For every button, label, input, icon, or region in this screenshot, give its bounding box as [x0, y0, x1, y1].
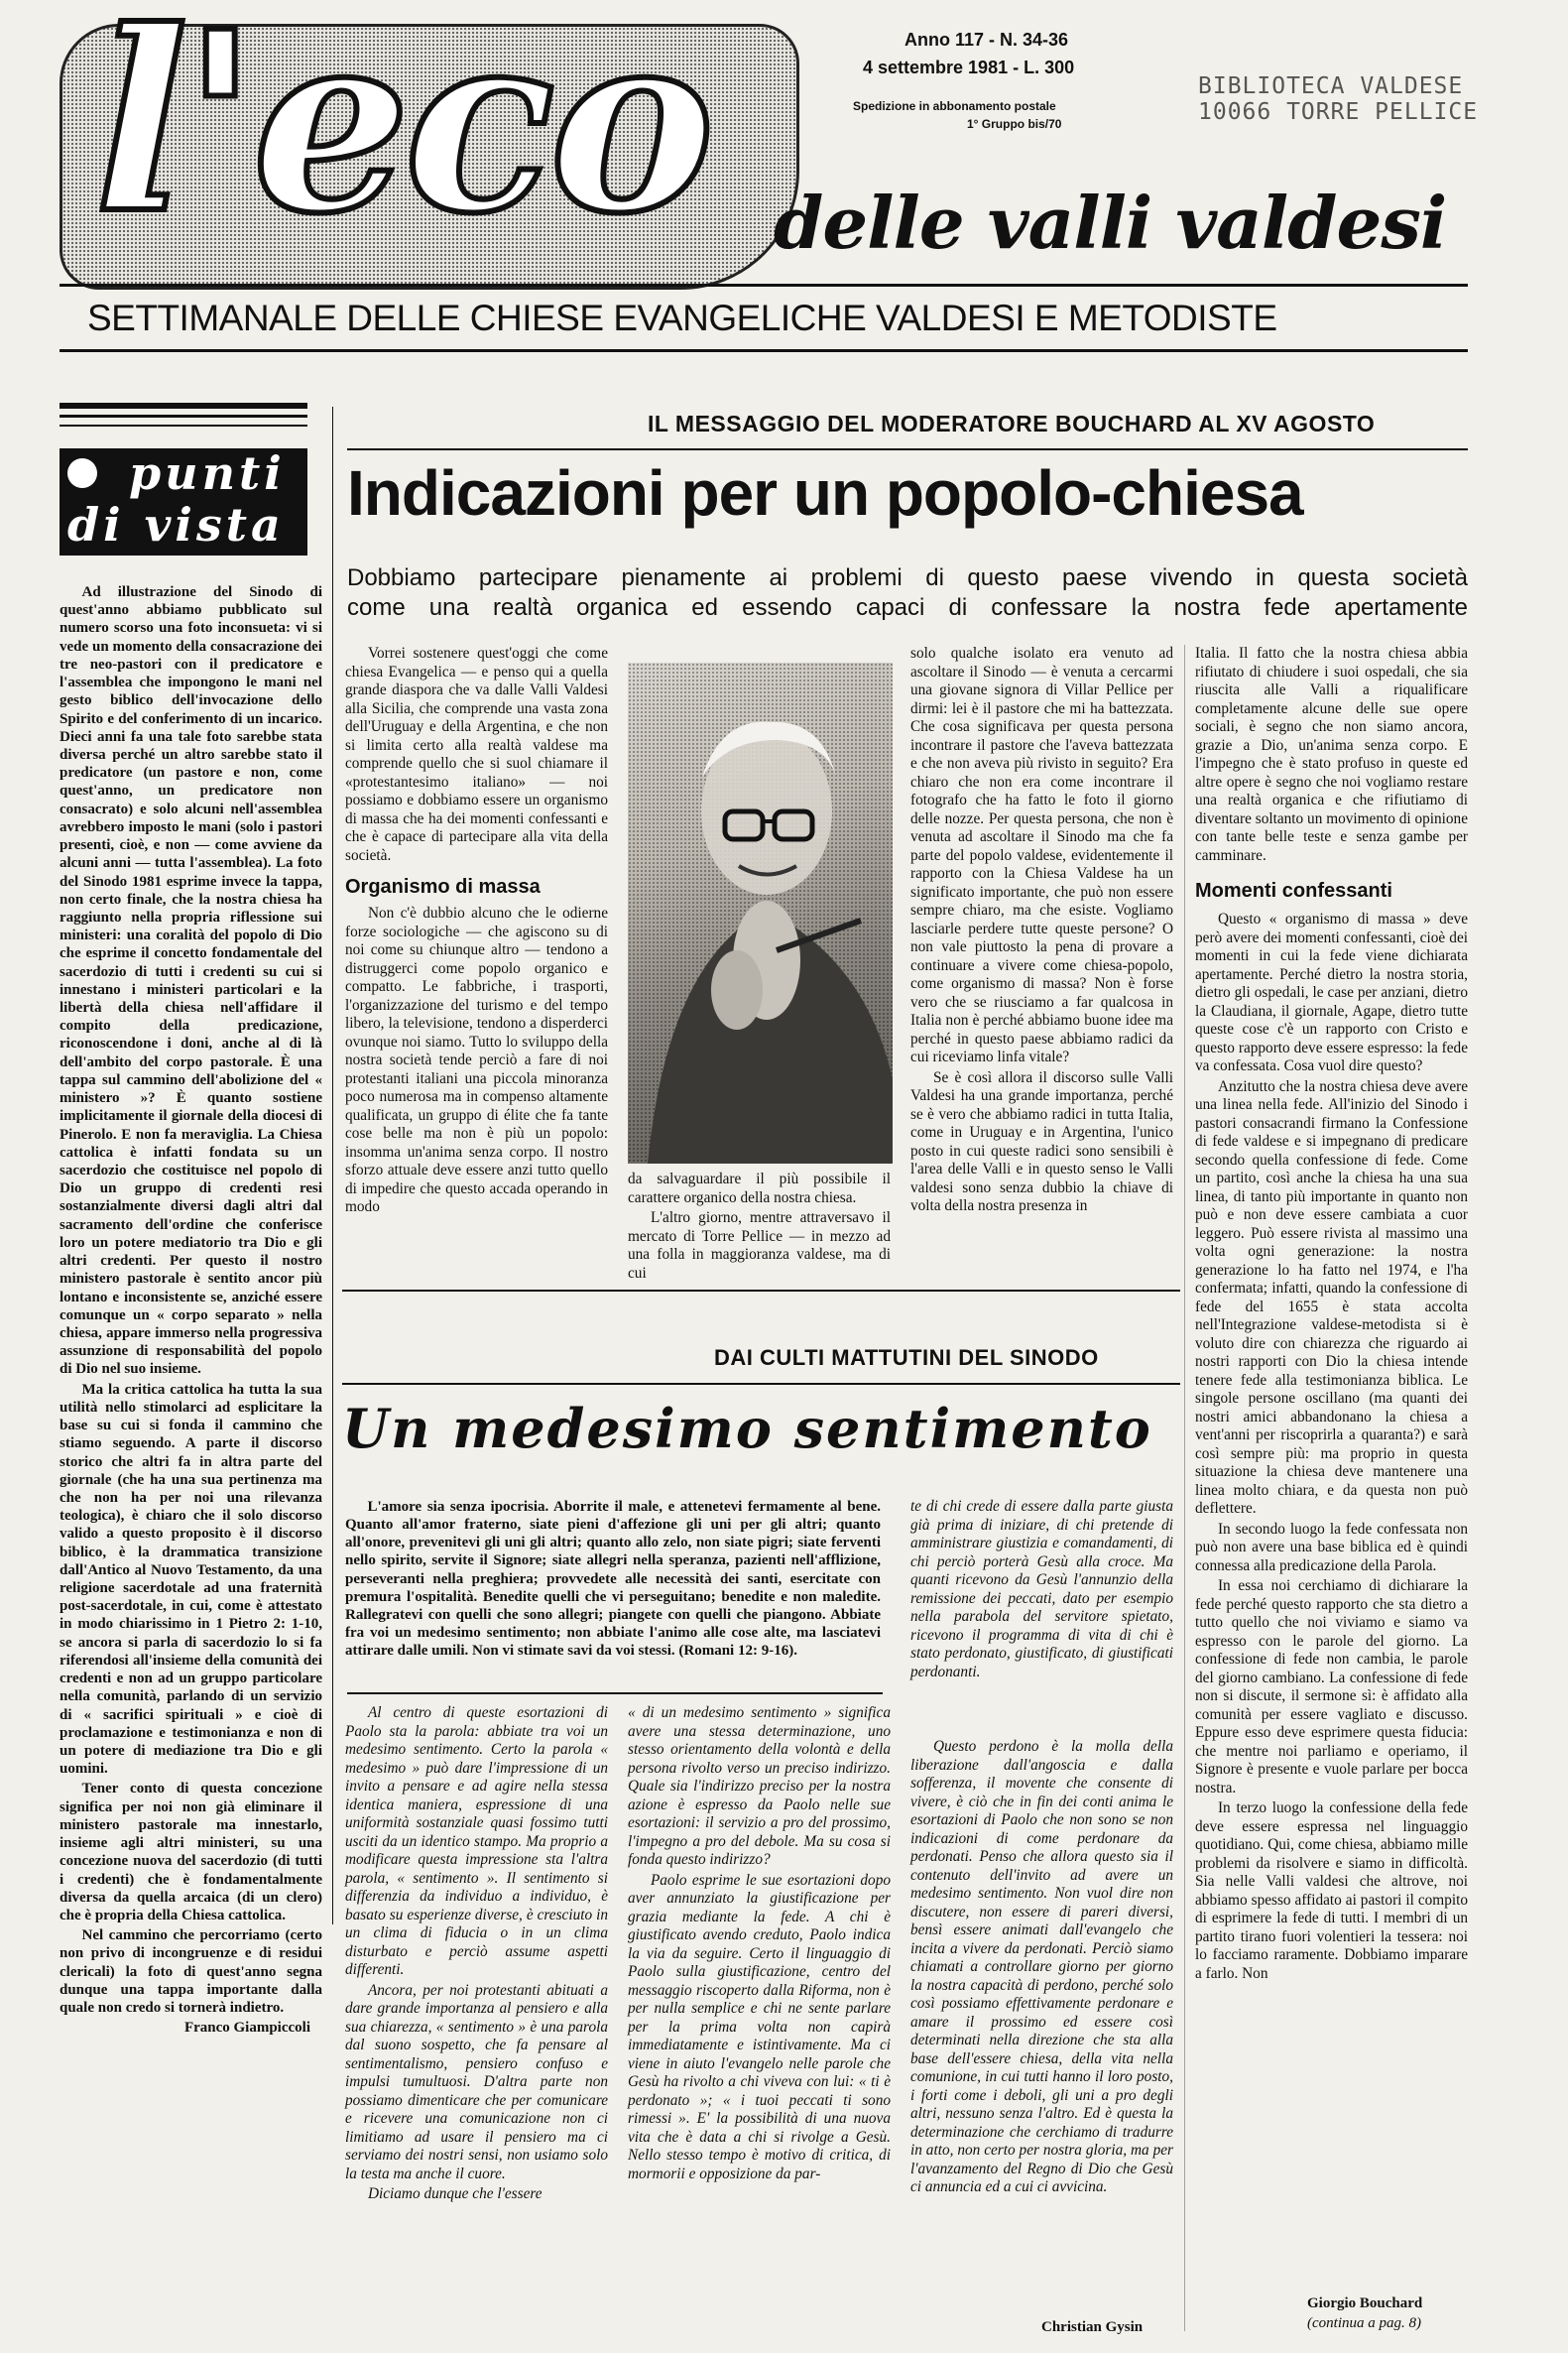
second-signature: Christian Gysin	[1041, 2319, 1144, 2335]
second-column-1	[345, 1704, 608, 2206]
main-column-4	[1195, 645, 1468, 1985]
deck-line-2: come una realtà organica ed essendo capaci di confessare la nostra fede apertamente	[347, 594, 1468, 621]
second-kicker: DAI CULTI MATTUTINI DEL SINODO	[714, 1345, 1099, 1370]
punti-rule-1	[60, 403, 307, 409]
masthead-rule-bottom	[60, 349, 1468, 352]
subhead-momenti: Momenti confessanti	[1195, 880, 1392, 902]
subhead-organismo: Organismo di massa	[345, 876, 541, 898]
main-paragraph: In secondo luogo la fede confessata non può non avere una base biblica ed è quindi connessa alla predicazione della Parola.	[1195, 1520, 1468, 1574]
masthead-rule-top	[60, 284, 1468, 287]
punti-rule-2	[60, 415, 307, 418]
main-column-1	[345, 645, 608, 1219]
continues-note: (continua a pag. 8)	[1307, 2315, 1421, 2331]
main-paragraph: Vorrei sostenere quest'oggi che come chiesa Evangelica — e penso qui a quella grande diaspora che va dalle Valli Valdesi alla Sicilia, che comprende una vasta zona dell'Uruguay e della Argentina, e che non si limita certo alla realtà valdese ma comprende quello che si suol chiamare il «protestantesimo italiano» — noi possiamo e dobbiamo essere un organismo di massa che ha dei momenti confessanti e che è capace di partecipare alla vita della società.	[345, 645, 608, 864]
main-paragraph: solo qualche isolato era venuto ad ascoltare il Sinodo — è venuta a cercarmi una giovane signora di Villar Pellice per dirmi: lei è il pastore che mi ha battezzata. Che cosa significava per questa persona incontrare il pastore che l'aveva battezzata e che non aveva più rivisto in seguito? Era chiaro che non era come incontrare il fotografo che ha fatto le foto il giorno delle nozze. Per questa persona, che non è venuta ad ascoltare il Sinodo ma che fa parte del popolo valdese, evidentemente il rapporto con la Chiesa Valdese ha un significato importante, che può non essere sempre chiaro, ma che esiste. Vogliamo lasciarle perdere tutte queste persone? O non vale piuttosto la pena di provare a continuare a vivere come chiesa-popolo, come organismo di massa? Non è forse vero che se riusciamo a far qualcosa in Italia non è perché abbiamo buone idee ma perché in questo paese abbiamo radici da cui riceviamo linfa vitale?	[910, 645, 1173, 1065]
masthead-logo: l'eco	[94, 0, 709, 268]
punti-paragraph: Ad illustrazione del Sinodo di quest'anno abbiamo pubblicato sul numero scorso una foto inconsueta: vi si vede un momento della consacrazione dei tre neo-pastori con il predicatore e l'assemblea che impongono le mani nel gesto biblico dell'invocazione dello Spirito e del conferimento di un incarico. Dieci anni fa una tale foto sarebbe stata diversa perché un altro sarebbe stato il predicatore (un pastore e non, come quest'anno, un predicatore non consacrato) e solo alcuni nell'assemblea avrebbero imposto le mani (solo i pastori presenti, cioè, e non — come avviene da alcuni anni — tutta l'assemblea). La foto del Sinodo 1981 esprime invece la tappa, non certo finale, che la nostra chiesa ha raggiunto nella propria riflessione sui ministeri: una coralità del popolo di Dio che esprime il concetto fondamentale del sacerdozio di tutti i credenti su cui si innestano i ministeri particolari e la libertà della chiesa nell'affidare il compito della predicazione, riconoscendone i doni, anche al di là dell'ambito del corpo pastorale. È una tappa sul cammino dell'abolizione del « ministero »? È quanto sostiene implicitamente il giornale della diocesi di Pinerolo. E non fa meraviglia. La Chiesa cattolica è infatti fondata su un sacerdozio che costituisce nel popolo di Dio un gruppo di credenti resi sostanzialmente diversi dagli altri dal sacramento dell'ordine che conferisce loro un potere mediatorio tra Dio e gli altri credenti. Per questo il nostro ministero pastorale è sentito ancor più lontano e inconsistente se, anziché essere comunque un « corpo separato » nella chiesa, appare immerso nella progressiva assunzione di responsabilità del popolo di Dio nel suo insieme.	[60, 584, 322, 1378]
main-signature: Giorgio Bouchard	[1307, 2295, 1423, 2311]
main-paragraph: Non c'è dubbio alcuno che le odierne forze sociologiche — che agiscono su di noi come su chiunque altro — tendono a distruggerci come popolo organico e compatto. Le fabbriche, i trasporti, l'organizzazione del turismo e del tempo libero, la televisione, tendono a disperderci ovunque noi siamo. Tutto lo sviluppo della nostra società tende perciò a fare di noi protestanti italiani una piccola minoranza poco numerosa ma in compenso altamente qualificata, un gruppo di élite che fa tante cose belle ma non è più un popolo: insomma un'anima senza corpo. Il nostro sforzo attuale deve essere anzi tutto quello di impedire che questo accada operando in modo	[345, 905, 608, 1216]
main-headline: Indicazioni per un popolo-chiesa	[347, 457, 1303, 529]
second-paragraph: Questo perdono è la molla della liberazione dall'angoscia e dalla sofferenza, il movente che consente di vivere, è ciò che in fin dei conti anima le esortazioni di Paolo che non sono se non indicazioni di come perdonare da perdonati. Penso che allora questo sia il contenuto dell'invito ad avere un medesimo sentimento. Non vuol dire non discutere, non essere di pareri diversi, bensì essere animati dall'evangelo che incita a vivere da perdonati. Perciò siamo chiamati a controllare giorno per giorno la nostra capacità di perdono, perché solo così possiamo effettivamente perdonare e amare il prossimo ed essere così determinati nella direzione che sta alla base dell'essere chiesa, della vita nella comunione, in cui tutti hanno il loro posto, i forti come i deboli, gli uni a pro degli altri, nessuno senza l'altro. Ed è questa la determinazione che cerchiamo di tradurre in atto, non certo per nostra gloria, ma per l'avanzamento del Regno di Dio che Gesù ci annuncia ed a cui ci avvicina.	[910, 1738, 1173, 2195]
column-divider	[332, 407, 333, 1924]
postal-line-1: Spedizione in abbonamento postale	[853, 99, 1056, 113]
postal-line-2: 1° Gruppo bis/70	[967, 117, 1062, 131]
punti-heading-box	[60, 448, 307, 556]
second-paragraph: Paolo esprime le sue esortazioni dopo aver annunziato la giustificazione per grazia mediante la fede. A chi è giustificato avendo creduto, Paolo indica la via da seguire. Certo il linguaggio di Paolo sulla giustificazione, centro del messaggio riscoperto dalla Riforma, non è per nulla semplice e chi ne sente parlare per la prima volta non capirà immediatamente e istintivamente. Ma ci viene in aiuto l'evangelo nelle parole che Gesù ha rivolto a chi viveva con lui: « ti è perdonato »; « i tuoi peccati ti sono rimessi ». E' la possibilità di una nuova vita che è data a chi si rivolge a Gesù. Nello stesso tempo è motivo di critica, di mormorii e opposizione da par-	[628, 1871, 891, 2182]
second-paragraph: « di un medesimo sentimento » significa avere una stessa determinazione, uno stesso orientamento della volontà e della persona rivolto verso un preciso indirizzo. Quale sia l'indirizzo preciso per la nostra azione è espresso da Paolo nelle sue esortazioni: il servizio a pro del prossimo, l'impegno a pro del debole. Ma su cosa si fonda questo indirizzo?	[628, 1704, 891, 1868]
main-deck	[347, 563, 1468, 623]
deck-line-1: Dobbiamo partecipare pienamente ai problemi di questo paese vivendo in questa società	[347, 564, 1468, 591]
main-paragraph: In terzo luogo la confessione della fede deve essere espressa nel linguaggio quotidiano. Qui, come chiesa, abbiamo mille problemi da risolvere e siamo in difficoltà. Sia nelle Valli valdesi che altrove, noi abbiamo spesso affidato ai pastori il compito di esprimere la fede di tutti. I membri di un partito tirano fuori volentieri la tessera: noi lo facciamo raramente. Dobbiamo imparare a farlo. Non	[1195, 1799, 1468, 1982]
quote-text: L'amore sia senza ipocrisia. Aborrite il male, e attenetevi fermamente al bene. Quanto all'amor fraterno, siate pieni d'affezione gli uni per gli altri; quanto all'onore, prevenitevi gli uni gli altri; quanto allo zelo, non siate pigri; siate ferventi nello spirito, servite il Signore; siate allegri nella speranza, pazienti nell'afflizione, perseveranti nella preghiera; provvedete alle necessità dei santi, esercitate con premura l'ospitalità. Benedite quelli che vi perseguitano; benedite e non maledite. Rallegratevi con quelli che sono allegri; piangete con quelli che piangono. Abbiate fra voi un medesimo sentimento; non abbiate l'animo alle cose alte, ma lasciatevi attirare dalle umili. Non vi stimate savi da voi stessi. (Romani 12: 9-16).	[345, 1499, 881, 1660]
main-paragraph: Anzitutto che la nostra chiesa deve avere una linea nella fede. All'inizio del Sinodo i pastori consacrandi firmano la Confessione di fede valdese e si impegnano di predicare secondo quella confessione di fede. Come un partito, così anche la chiesa ha una sua linea, di tanto più importante in quanto non può e non deve essere cambiata a cuor leggero. Può essere rivista al massimo una volta ogni generazione: la nostra generazione lo ha fatto nel 1974, e l'ha confermata; infatti, quando la confessione di fede del 1655 è stata accolta nell'Integrazione valdese-metodista si è voluto dire con chiarezza che riguardo ai nostri rapporti con Dio la chiesa intende tenere fede alla testimonianza biblica. Le singole persone oscillano (ma quanti dei nostri amici abbandonano la chiesa a vent'anni per riscoprirla a quaranta?) e sarà così sempre più: ma proprio in questa situazione la chiesa deve mantenere una linea molto chiara, e da questa non può deflettere.	[1195, 1077, 1468, 1518]
second-rule-top	[342, 1290, 1180, 1292]
library-stamp-line-2: 10066 TORRE PELLICE	[1198, 99, 1479, 125]
main-rule	[347, 448, 1468, 450]
main-paragraph: L'altro giorno, mentre attraversavo il mercato di Torre Pellice — in mezzo ad una folla in maggioranza valdese, ma di cui	[628, 1209, 891, 1282]
second-column-2	[628, 1704, 891, 2185]
punti-heading-2: di vista	[67, 498, 285, 552]
bible-quote	[345, 1498, 881, 1662]
quote-rule	[347, 1692, 883, 1694]
main-paragraph: In essa noi cerchiamo di dichiarare la fede perché questo rapporto che sta dietro a tutto quello che noi viviamo e siamo va espresso con le parole del giorno. La confessione di fede non cambia, le parole del giorno cambiano. La confessione di fede non si discute, il sermone sì: è affidato alla comunità per essere vagliato e discusso. Eppure esso deve esprimere questa fiducia: che mentre noi parliamo e operiamo, il Signore è presente e vuole parlare per bocca nostra.	[1195, 1577, 1468, 1796]
column-divider-right	[1184, 645, 1185, 2331]
bullet-icon	[67, 458, 97, 488]
second-headline: Un medesimo sentimento	[342, 1397, 1152, 1460]
punti-paragraph: Ma la critica cattolica ha tutta la sua utilità nello stimolarci ad esplicitare la base su cui si fonda il cammino che stiamo seguendo. A parte il discorso storico che altri fa in altra parte del giornale (che ha una sua pertinenza ma che non ha per noi una rilevanza teologica), è chiaro che il solo discorso valido a questo proposito è il discorso biblico, è la drammatica transizione dall'Antico al Nuovo Testamento, da una religione sacerdotale ad una fraternità post-sacerdotale, in cui, come è attestato in modo chiarissimo in 1 Pietro 2: 1-10, se ancora si parla di sacerdozio lo si fa riferendosi all'insieme della comunità dei credenti e non ad un gruppo particolare nella comunità, parlando di un servizio di « sacrifici spirituali » e cioè di proclamazione e testimonianza e non di un potere di mediazione tra Dio e gli uomini.	[60, 1381, 322, 1778]
issue-date: 4 settembre 1981 - L. 300	[863, 58, 1075, 77]
main-paragraph: Questo « organismo di massa » deve però avere dei momenti confessanti, cioè dei momenti in cui la fede viene dichiarata apertamente. Perché dietro la nostra storia, dietro gli ospedali, le case per anziani, dietro la Claudiana, il giornale, Agape, dietro tutte queste cose c'è un rapporto con Cristo e questo rapporto deve essere espresso: la fede va confessata. Cosa vuol dire questo?	[1195, 911, 1468, 1075]
second-column-3	[910, 1738, 1173, 2199]
punti-paragraph: Nel cammino che percorriamo (certo non privo di incongruenze e di residui clericali) la foto di quest'anno segna dunque una tappa importante dalla quale non credo si tornerà indietro.	[60, 1927, 322, 2017]
library-stamp-line-1: BIBLIOTECA VALDESE	[1198, 73, 1464, 99]
issue-number: Anno 117 - N. 34-36	[905, 30, 1069, 50]
portrait-illustration	[628, 663, 893, 1164]
main-paragraph: Se è così allora il discorso sulle Valli Valdesi ha una grande importanza, perché se è vero che abbiamo radici in tutta Italia, come in Uruguay e in Argentina, l'unico posto in cui queste radici sono sensibili è l'area delle Valli e in questo senso le Valli valdesi sono senza dubbio la chiave di volta della nostra presenza in	[910, 1068, 1173, 1214]
masthead-tagline: SETTIMANALE DELLE CHIESE EVANGELICHE VALDESI E METODISTE	[87, 298, 1277, 338]
second-paragraph: Ancora, per noi protestanti abituati a dare grande importanza al pensiero e alla sua chiarezza, « sentimento » è una parola dal suono sospetto, che fa pensare al sentimentalismo, pensiero confuso e impulsi tumultuosi. D'altra parte non possiamo dimenticare che per comunicare e ricevere una comunicazione non ci limitiamo ad usare il pensiero ma ci serviamo dei nostri sensi, non usiamo solo la testa ma anche il cuore.	[345, 1981, 608, 2182]
main-column-2	[628, 1171, 891, 1285]
masthead-subtitle: delle valli valdesi	[774, 181, 1447, 265]
punti-signature: Franco Giampiccoli	[183, 2020, 310, 2037]
punti-heading-1: punti	[129, 446, 286, 500]
second-paragraph: Diciamo dunque che l'essere	[367, 2185, 543, 2202]
main-column-3	[910, 645, 1173, 1218]
main-paragraph: Italia. Il fatto che la nostra chiesa abbia rifiutato di chiudere i suoi ospedali, che sia riuscita alle Valli a riqualificare completamente alcune delle sue opere sociali, è segno che non siamo ancora, grazie a Dio, un'anima senza corpo. E l'impegno che è stato profuso in queste ed altre opere è segno che noi vogliamo restare una realtà organica e che rifiutiamo di diventare soltanto un movimento di opinione con tante belle teste e senza gambe per camminare.	[1195, 645, 1468, 864]
second-column-3-top	[910, 1498, 1173, 1683]
punti-paragraph: Tener conto di questa concezione significa per noi non già eliminare il ministero pastorale ma innestarlo, insieme agli altri ministeri, su una concezione nuova del sacerdozio (di tutti i credenti) che è fondamentalmente diversa da quella arcaica (di un clero) che è propria della Chiesa cattolica.	[60, 1781, 322, 1923]
main-paragraph: da salvaguardare il più possibile il carattere organico della nostra chiesa.	[628, 1171, 891, 1206]
punti-rule-3	[60, 425, 307, 427]
main-kicker: IL MESSAGGIO DEL MODERATORE BOUCHARD AL XV AGOSTO	[648, 411, 1376, 436]
punti-article	[60, 583, 322, 2040]
second-paragraph: te di chi crede di essere dalla parte giusta già prima di iniziare, di chi pretende di amministrare giustizia e comandamenti, di chi perciò porterà Gesù alla croce. Ma quanti ricevono da Gesù l'annunzio della remissione dei peccati, dato per esempio nella parabola del servitore spietato, ricevono il programma di vita di chi è stato perdonato, giustificato, di giustificati perdonanti.	[910, 1498, 1173, 1680]
second-rule-bottom	[342, 1383, 1180, 1385]
second-paragraph: Al centro di queste esortazioni di Paolo sta la parola: abbiate tra voi un medesimo sentimento. Certo la parola « medesimo » può dare l'impressione di un invito a pensare e ad agire nella stessa identica maniera, espressione di una uniformità sostanziale quasi fossimo tutti usciti da un identico stampo. Ma proprio a modificare questa impressione sta l'altra parola, « sentimento ». Il sentimento si differenzia da individuo a individuo, è basato su esperienze diverse, è cresciuto in un clima di fiducia o in un clima disturbato e perciò assume aspetti differenti.	[345, 1704, 608, 1978]
moderator-photo	[628, 663, 893, 1164]
